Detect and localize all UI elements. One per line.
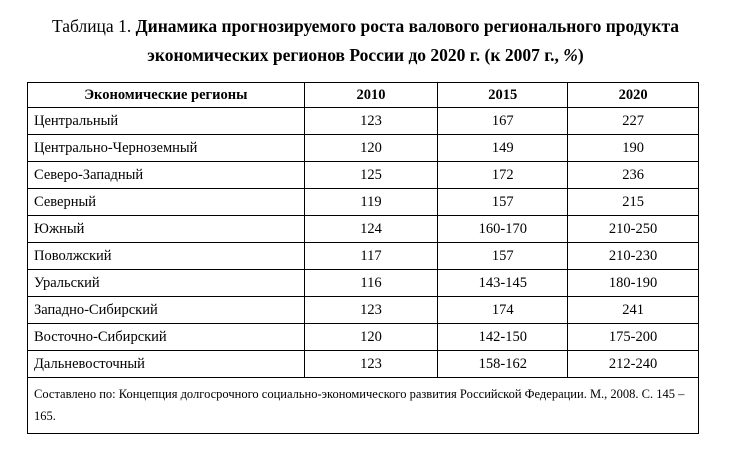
- table-row: [28, 324, 699, 351]
- table-row: [28, 189, 699, 216]
- value-2020: 227: [568, 108, 699, 135]
- value-2020: 175-200: [568, 324, 699, 351]
- table-row: [28, 297, 699, 324]
- header-2010: 2010: [304, 83, 438, 108]
- value-2010: 123: [304, 297, 438, 324]
- value-2020: 210-250: [568, 216, 699, 243]
- value-2020: 236: [568, 162, 699, 189]
- region-name: Центральный: [28, 108, 305, 135]
- region-name: Уральский: [28, 270, 305, 297]
- region-name: Восточно-Сибирский: [28, 324, 305, 351]
- value-2020: 190: [568, 135, 699, 162]
- region-name: Северо-Западный: [28, 162, 305, 189]
- value-2015: 174: [438, 297, 568, 324]
- value-2010: 123: [304, 108, 438, 135]
- region-name: Западно-Сибирский: [28, 297, 305, 324]
- header-2020: 2020: [568, 83, 699, 108]
- caption-title: Динамика прогнозируемого роста валового регионального продукта экономических регионов России до 2020 г. (к 2007 г.,: [135, 16, 680, 65]
- value-2015: 172: [438, 162, 568, 189]
- value-2010: 117: [304, 243, 438, 270]
- caption-close: ): [577, 45, 584, 65]
- value-2015: 160-170: [438, 216, 568, 243]
- table-row: [28, 243, 699, 270]
- caption-percent: %: [563, 45, 578, 65]
- value-2015: 158-162: [438, 351, 568, 378]
- value-2010: 119: [304, 189, 438, 216]
- value-2015: 157: [438, 243, 568, 270]
- value-2015: 157: [438, 189, 568, 216]
- region-name: Северный: [28, 189, 305, 216]
- region-name: Поволжский: [28, 243, 305, 270]
- value-2020: 212-240: [568, 351, 699, 378]
- table-header-row: [28, 83, 699, 108]
- region-name: Дальневосточный: [28, 351, 305, 378]
- table-row: [28, 270, 699, 297]
- header-2015: 2015: [438, 83, 568, 108]
- table-row: [28, 351, 699, 378]
- region-name: Центрально-Черноземный: [28, 135, 305, 162]
- source-row: [28, 378, 699, 434]
- value-2010: 124: [304, 216, 438, 243]
- region-name: Южный: [28, 216, 305, 243]
- source-note: Составлено по: Концепция долгосрочного социально-экономического развития Российской Федерации. М., 2008. С. 145 – 165.: [28, 378, 699, 434]
- value-2010: 123: [304, 351, 438, 378]
- gdp-growth-table: [27, 82, 699, 434]
- value-2015: 142-150: [438, 324, 568, 351]
- value-2020: 180-190: [568, 270, 699, 297]
- caption-label: Таблица 1.: [51, 16, 132, 36]
- value-2015: 149: [438, 135, 568, 162]
- value-2010: 120: [304, 324, 438, 351]
- table-row: [28, 162, 699, 189]
- value-2020: 210-230: [568, 243, 699, 270]
- value-2015: 143-145: [438, 270, 568, 297]
- table-row: [28, 108, 699, 135]
- value-2020: 215: [568, 189, 699, 216]
- table-caption: [0, 12, 731, 70]
- value-2010: 116: [304, 270, 438, 297]
- value-2010: 125: [304, 162, 438, 189]
- header-regions: Экономические регионы: [28, 83, 305, 108]
- table-row: [28, 216, 699, 243]
- value-2020: 241: [568, 297, 699, 324]
- value-2015: 167: [438, 108, 568, 135]
- table-row: [28, 135, 699, 162]
- value-2010: 120: [304, 135, 438, 162]
